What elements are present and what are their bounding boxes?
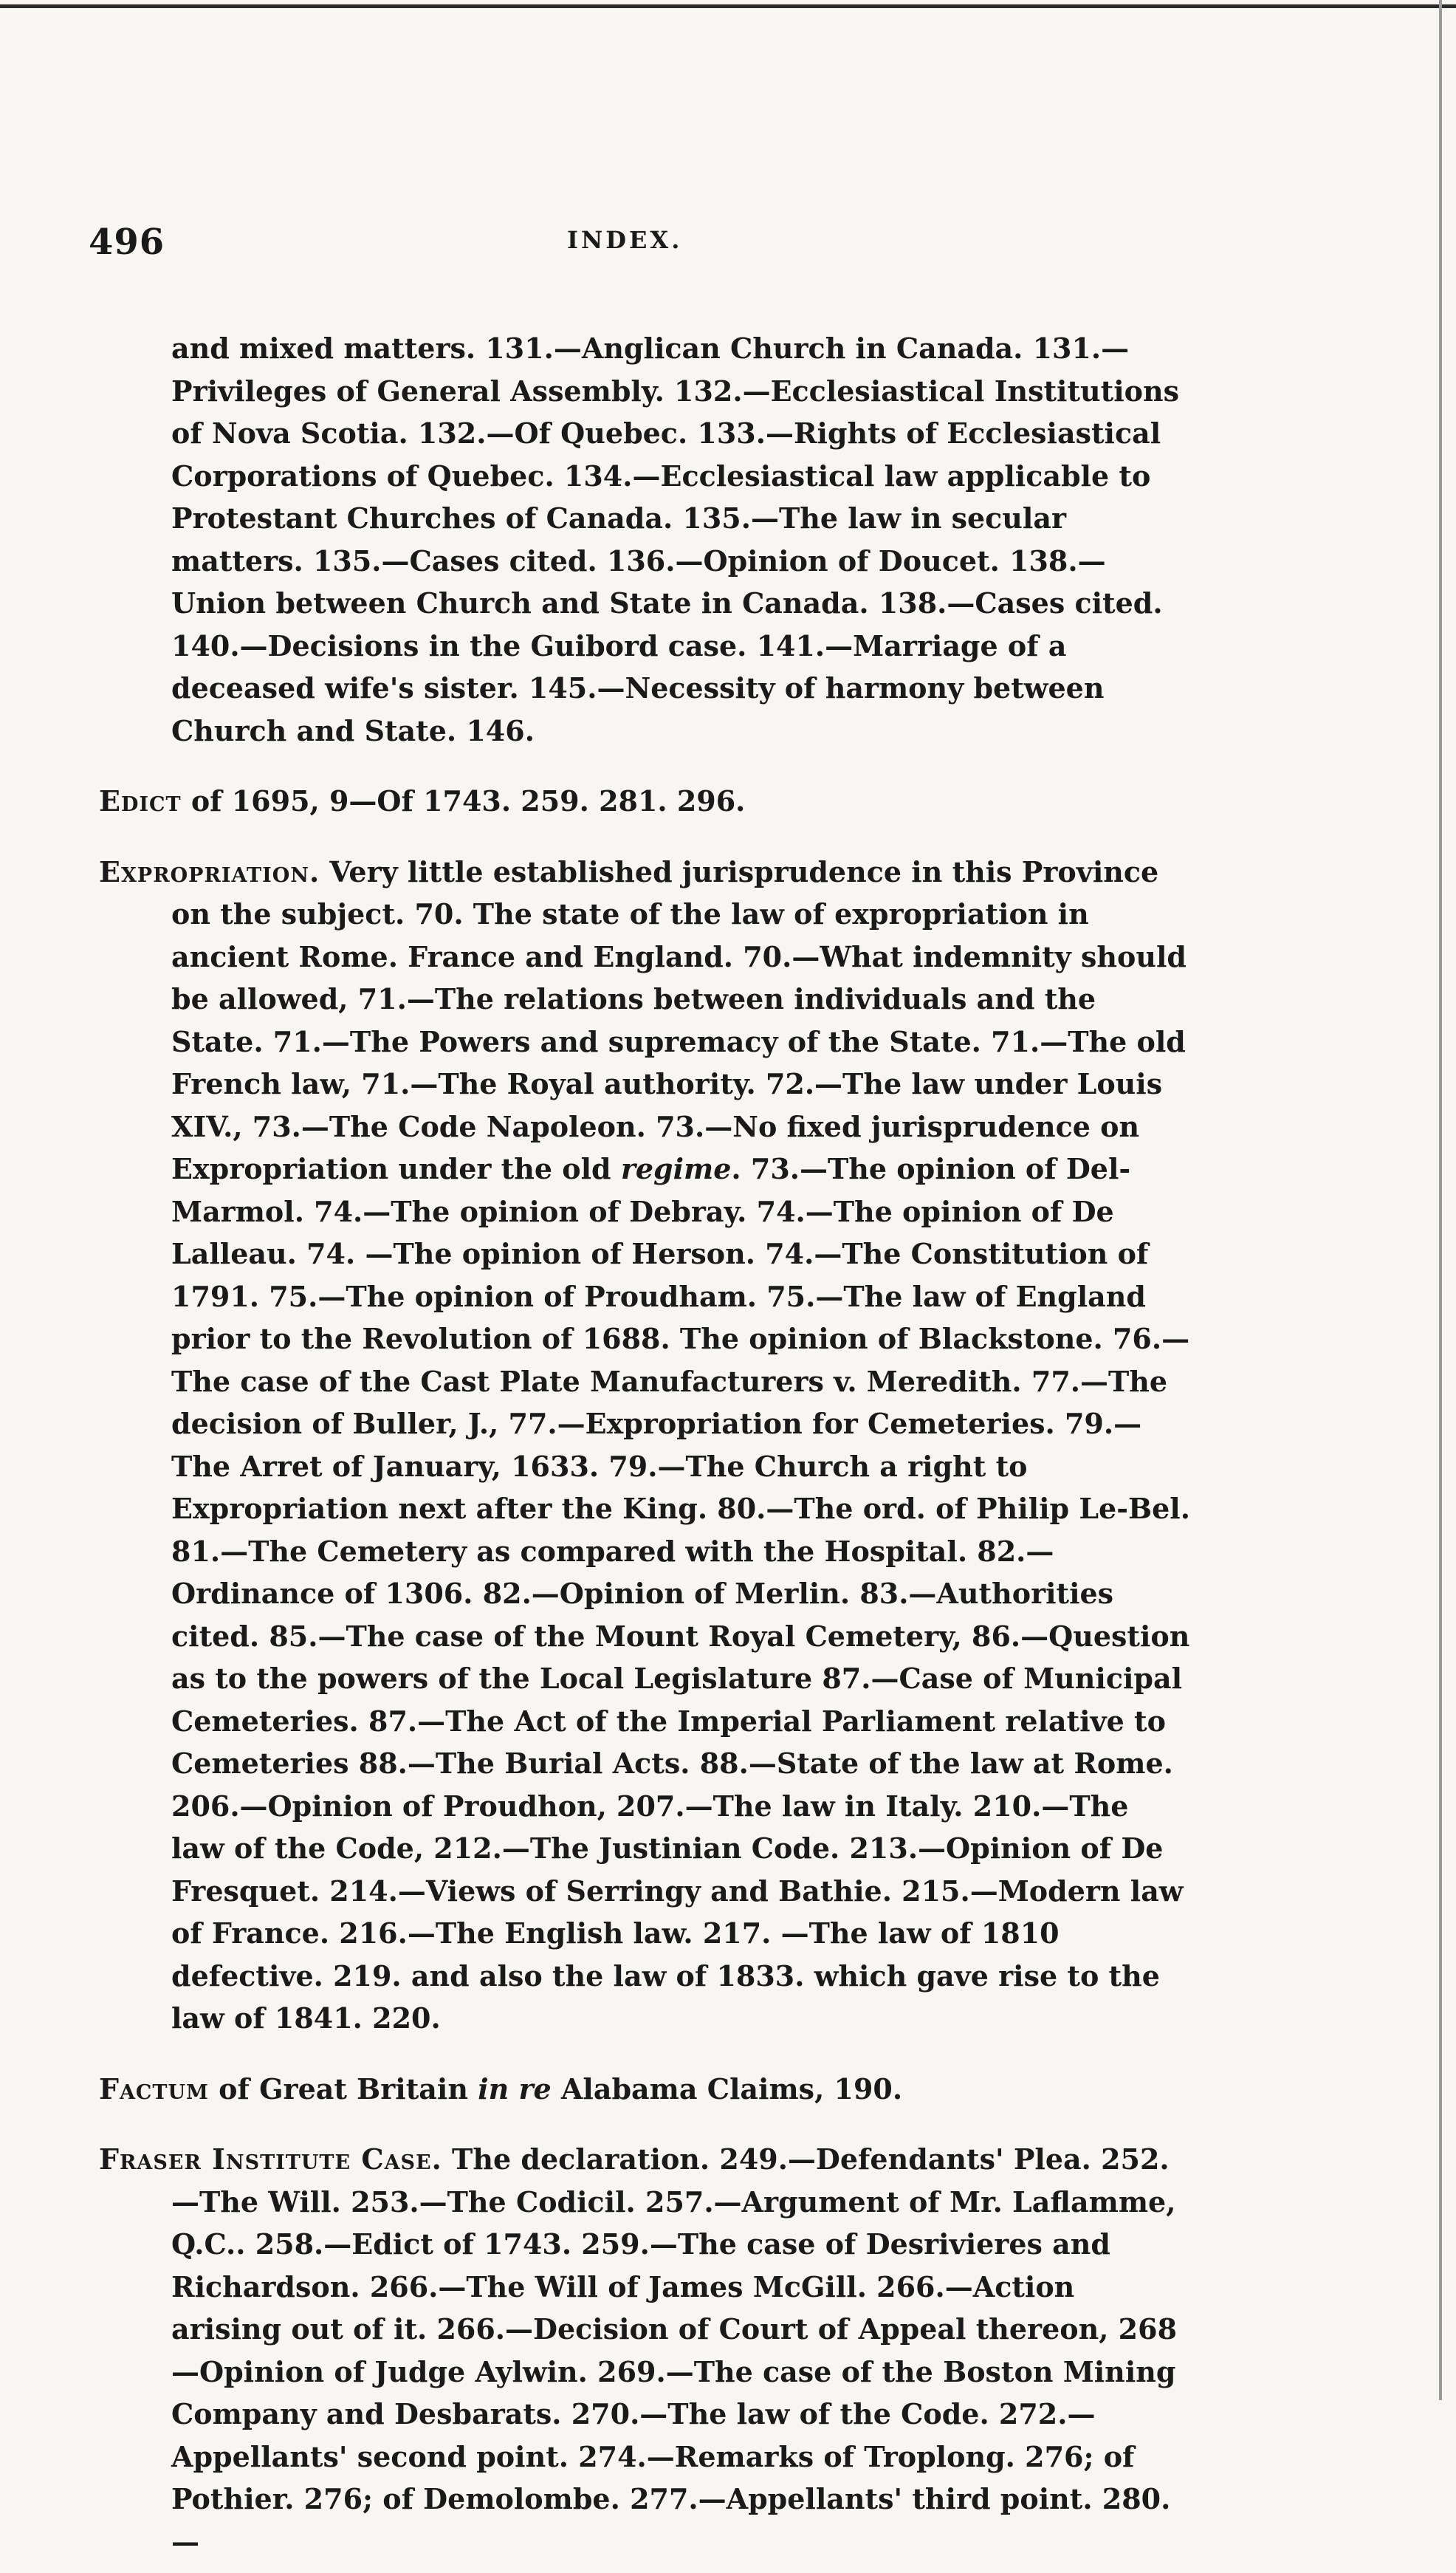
entry-text-continued: Alabama Claims, 190.: [551, 2072, 903, 2106]
entry-italic-term: in re: [478, 2072, 552, 2106]
entry-headword: Expropriation.: [99, 854, 320, 888]
index-entries: [0, 299, 1456, 2573]
page-number: 496: [89, 222, 165, 263]
entry-text: The declaration. 249.—Defendants' Plea. 252.—The Will. 253.—The Codicil. 257.—Argument of Mr. Laflamme, Q.C.. 258.—Edict of 1743. 259.—The case of Desrivieres and Richardson. 266.—The Will of James McGill. 266.—Action arising out of it. 266.—Decision of Court of Appeal thereon, 268—Opinion of Judge Aylwin. 269.—The case of the Boston Mining Company and Desbarats. 270.—The law of the Code. 272.—Appellants' second point. 274.—Remarks of Troplong. 276; of Pothier. 276; of Demolombe. 277.—Appellants' third point. 280.—: [171, 2142, 1178, 2558]
entry-text-continued: . 73.—The opinion of Del-Marmol. 74.—The opinion of Debray. 74.—The opinion of De Lalleau. 74. —The opinion of Herson. 74.—The Constitution of 1791. 75.—The opinion of Proudham. 75.—The law of England prior to the Revolution of 1688. The opinion of Blackstone. 76.—The case of the Cast Plate Manufacturers v. Meredith. 77.—The decision of Buller, J., 77.—Expropriation for Cemeteries. 79.—The Arret of January, 1633. 79.—The Church a right to Expropriation next after the King. 80.—The ord. of Philip Le-Bel. 81.—The Cemetery as compared with the Hospital. 82.—Ordinance of 1306. 82.—Opinion of Merlin. 83.—Authorities cited. 85.—The case of the Mount Royal Cemetery, 86.—Question as to the powers of the Local Legislature 87.—Case of Municipal Cemeteries. 87.—The Act of the Imperial Parliament relative to Cemeteries 88.—The Burial Acts. 88.—State of the law at Rome. 206.—Opinion of Proudhon, 207.—The law in Italy. 210.—The law of the Code, 212.—The Justinian Code. 213.—Opinion of De Fresquet. 214.—Views of Serringy and Bathie. 215.—Modern law of France. 216.—The English law. 217. —The law of 1810 defective. 219. and also the law of 1833. which gave rise to the law of 1841. 220.: [171, 1152, 1190, 2035]
entry-italic-term: regime: [620, 1152, 732, 1185]
index-entry-continuation: [171, 327, 1190, 752]
index-entry-expropriation: [99, 851, 1190, 2040]
entry-headword: Fraser Institute Case.: [99, 2142, 442, 2176]
index-entry-edict: [99, 780, 1190, 823]
entry-headword: Edict: [99, 784, 182, 818]
index-entry-factum: [99, 2068, 1190, 2111]
index-entry-fraser-institute-case: [99, 2138, 1190, 2563]
entry-text: of Great Britain: [208, 2072, 478, 2106]
entry-headword: Factum: [99, 2072, 209, 2106]
entry-text: Very little established jurisprudence in this Province on the subject. 70. The state of the law of expropriation in ancient Rome. France and England. 70.—What indemnity should be allowed, 71.—The relations between individuals and the State. 71.—The Powers and supremacy of the State. 71.—The old French law, 71.—The Royal authority. 72.—The law under Louis XIV., 73.—The Code Napoleon. 73.—No fixed jurisprudence on Expropriation under the old: [171, 854, 1187, 1185]
entry-text: and mixed matters. 131.—Anglican Church in Canada. 131.—Privileges of General Assembly. 132.—Ecclesiastical Institutions of Nova Scotia. 132.—Of Quebec. 133.—Rights of Ecclesiastical Corporations of Quebec. 134.—Ecclesiastical law applicable to Protestant Churches of Canada. 135.—The law in secular matters. 135.—Cases cited. 136.—Opinion of Doucet. 138.—Union between Church and State in Canada. 138.—Cases cited. 140.—Decisions in the Guibord case. 141.—Marriage of a deceased wife's sister. 145.—Necessity of harmony between Church and State. 146.: [171, 332, 1180, 747]
top-border-rule: [0, 4, 1456, 8]
entry-text: of 1695, 9—Of 1743. 259. 281. 296.: [181, 784, 746, 818]
running-head: INDEX.: [567, 226, 683, 254]
